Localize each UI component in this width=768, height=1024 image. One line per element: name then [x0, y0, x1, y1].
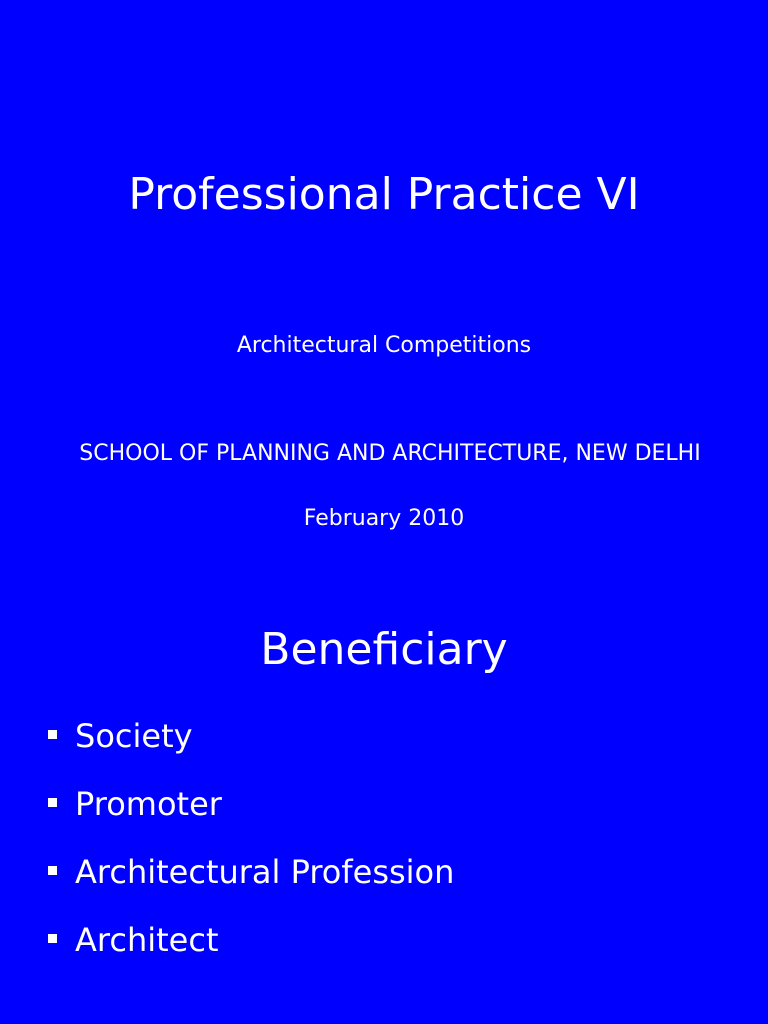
list-item-label: Society [75, 717, 193, 755]
list-item-label: Architect [75, 921, 219, 959]
list-item-label: Promoter [75, 785, 222, 823]
list-item-label: Architectural Profession [75, 853, 455, 891]
square-bullet-icon [48, 730, 57, 739]
list-item [48, 716, 454, 784]
slide-beneficiary [0, 576, 768, 1024]
presentation-date: February 2010 [303, 506, 465, 531]
beneficiary-heading: Beneficiary [260, 624, 508, 675]
beneficiary-list [48, 716, 454, 988]
square-bullet-icon [48, 934, 57, 943]
square-bullet-icon [48, 798, 57, 807]
slide-title-heading: Professional Practice VI [128, 169, 640, 220]
square-bullet-icon [48, 866, 57, 875]
list-item [48, 920, 454, 988]
list-item [48, 852, 454, 920]
list-item [48, 784, 454, 852]
slide-subtitle: Architectural Competitions [236, 333, 532, 358]
institution-name: SCHOOL OF PLANNING AND ARCHITECTURE, NEW DELHI [79, 441, 701, 466]
